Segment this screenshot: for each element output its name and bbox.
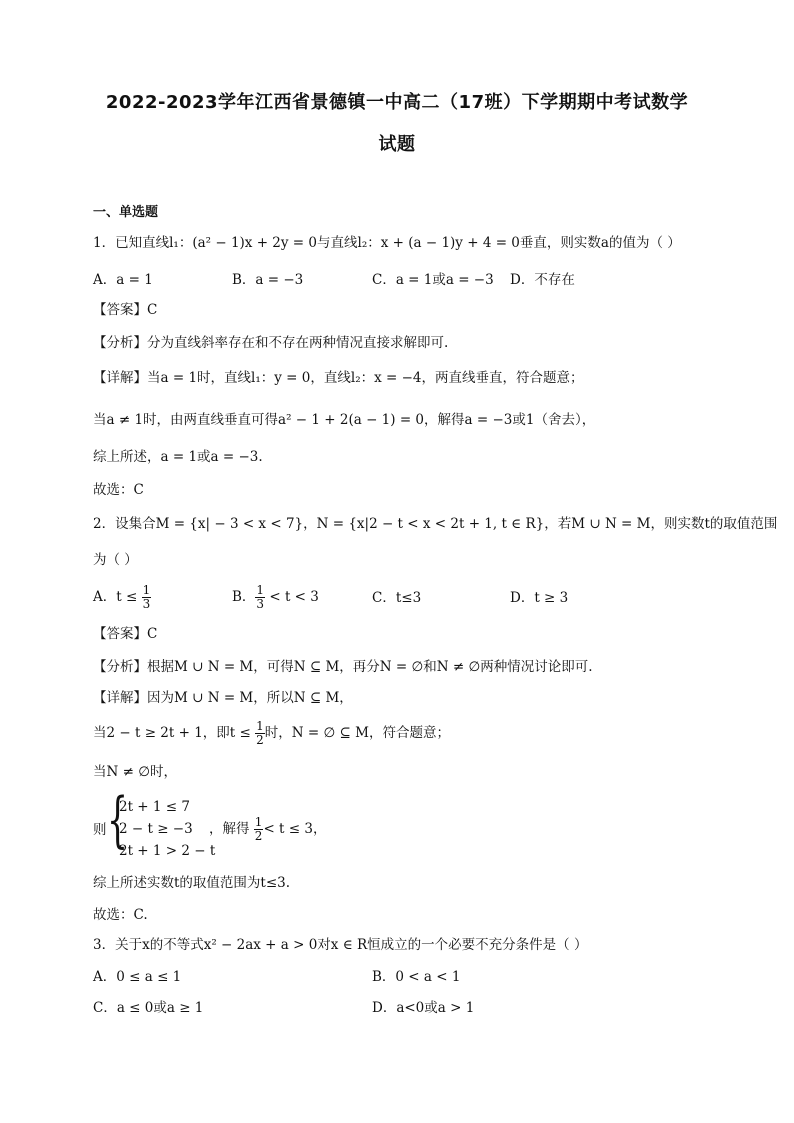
- q1-option-d: D．不存在: [510, 272, 575, 288]
- fraction: [255, 584, 265, 611]
- detail-text: 时，N = ∅ ⊆ M，符合题意；: [264, 725, 450, 741]
- q2-option-b: [232, 584, 319, 611]
- q1-analysis: [93, 333, 448, 353]
- inequality-system: [93, 785, 393, 862]
- fraction-denominator: 2: [256, 733, 264, 747]
- q3-option-b: B．0 < a < 1: [372, 969, 461, 985]
- q1-option-c: C．a = 1或a = −3: [372, 272, 494, 288]
- fraction-denominator: 3: [256, 597, 265, 611]
- page-title-line2: 试题: [378, 134, 416, 155]
- solution-text: ，解得: [209, 821, 250, 837]
- q3-option-d: D．a<0或a > 1: [372, 1000, 475, 1016]
- analysis-label: 【分析】: [93, 659, 147, 675]
- fraction-numerator: 1: [254, 815, 263, 829]
- q1-option-b: B．a = −3: [232, 272, 304, 288]
- q2-option-a: [93, 584, 151, 611]
- q3-option-a: A．0 ≤ a ≤ 1: [93, 969, 182, 985]
- question-2-stem: 2．设集合M = {x| − 3 < x < 7}，N = {x|2 − t < x < 2t + 1, t ∈ R}，若M ∪ N = M，则实数t的取值范围: [93, 516, 778, 532]
- system-rows: [119, 796, 216, 862]
- q2-analysis: [93, 657, 593, 677]
- detail-label: 【详解】: [93, 370, 147, 386]
- q3-option-c: C．a ≤ 0或a ≥ 1: [93, 1000, 204, 1016]
- question-1-stem: 1．已知直线l₁：(a² − 1)x + 2y = 0与直线l₂：x + (a − 1)y + 4 = 0垂直，则实数a的值为（ ）: [93, 235, 681, 251]
- fraction-denominator: 2: [254, 829, 263, 843]
- page-title: 2022-2023学年江西省景德镇一中高二（17班）下学期期中考试数学: [105, 92, 689, 113]
- q2-option-a-text: A．t ≤: [93, 589, 138, 605]
- analysis-label: 【分析】: [93, 335, 147, 351]
- fraction-numerator: 1: [256, 583, 265, 597]
- answer-value: C: [147, 302, 158, 318]
- answer-value: C: [147, 626, 158, 642]
- q2-option-c: C．t≤3: [372, 590, 422, 606]
- q2-detail-5: 故选：C.: [93, 907, 148, 923]
- q1-detail-4: 故选：C: [93, 482, 144, 498]
- answer-label: 【答案】: [93, 302, 147, 318]
- analysis-text: 根据M ∪ N = M，可得N ⊆ M，再分N = ∅和N ≠ ∅两种情况讨论即可.: [147, 659, 593, 675]
- q2-option-b-text: B．: [232, 589, 256, 605]
- question-3-stem: 3．关于x的不等式x² − 2ax + a > 0对x ∈ R恒成立的一个必要不充分条件是（ ）: [93, 937, 588, 953]
- q2-detail-4: 综上所述实数t的取值范围为t≤3.: [93, 875, 291, 891]
- detail-text: 当a = 1时，直线l₁：y = 0，直线l₂：x = −4，两直线垂直，符合题意；: [147, 370, 584, 386]
- q2-detail-1: [93, 688, 353, 708]
- question-2-stem-cont: 为（ ）: [93, 552, 138, 568]
- answer-label: 【答案】: [93, 626, 147, 642]
- fraction: [255, 720, 265, 747]
- fraction: [254, 816, 264, 843]
- q1-detail-2: 当a ≠ 1时，由两直线垂直可得a² − 1 + 2(a − 1) = 0，解得a = −3或1（舍去），: [93, 412, 596, 428]
- fraction-denominator: 3: [142, 597, 151, 611]
- q2-detail-3: 当N ≠ ∅时，: [93, 764, 177, 780]
- fraction-numerator: 1: [142, 583, 151, 597]
- section-heading: 一、单选题: [93, 205, 159, 220]
- fraction-numerator: 1: [256, 719, 264, 733]
- analysis-text: 分为直线斜率存在和不存在两种情况直接求解即可.: [147, 335, 449, 351]
- q1-detail-1: [93, 368, 584, 388]
- system-solution: [209, 816, 326, 843]
- detail-label: 【详解】: [93, 690, 147, 706]
- detail-text: 因为M ∪ N = M，所以N ⊆ M，: [147, 690, 353, 706]
- q2-option-b-suffix: < t < 3: [269, 589, 319, 605]
- q2-option-d: D．t ≥ 3: [510, 590, 569, 606]
- system-row: 2 − t ≥ −3: [119, 821, 193, 837]
- detail-text: 当2 − t ≥ 2t + 1，即t ≤: [93, 725, 251, 741]
- system-row: 2t + 1 ≤ 7: [119, 799, 190, 815]
- left-brace-icon: {: [107, 785, 129, 855]
- q1-detail-3: 综上所述，a = 1或a = −3.: [93, 449, 263, 465]
- solution-text: < t ≤ 3，: [263, 821, 327, 837]
- q2-detail-2: [93, 720, 450, 747]
- q1-option-a: A．a = 1: [93, 272, 153, 288]
- fraction: [142, 584, 152, 611]
- system-prefix: 则: [93, 822, 107, 838]
- q1-answer: [93, 300, 157, 320]
- q2-answer: [93, 624, 157, 644]
- system-row: 2t + 1 > 2 − t: [119, 843, 216, 859]
